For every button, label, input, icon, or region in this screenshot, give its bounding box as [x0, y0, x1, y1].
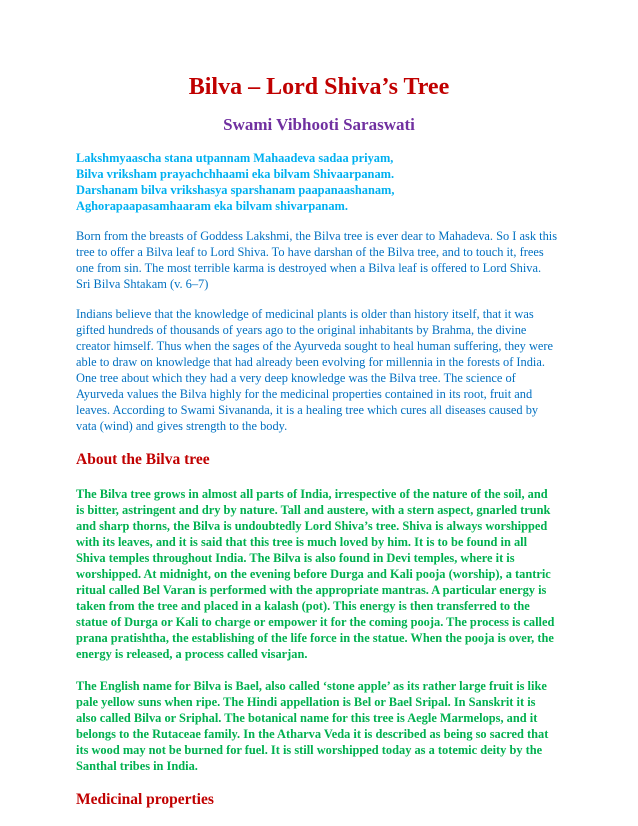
- verse-line: Darshanam bilva vrikshasya sparshanam paapanaashanam,: [76, 183, 395, 197]
- about-paragraph-1: [76, 486, 562, 662]
- about-line: pale yellow suns when ripe. The Hindi appellation is Bel or Bael Sripal. In Sanskrit it is: [76, 695, 536, 709]
- section-heading-about: About the Bilva tree: [76, 451, 210, 468]
- about-line: is bitter, astringent and dry by nature. Tall and austere, with a stern aspect, gnarled trunk: [76, 503, 551, 517]
- verse-line: Bilva vriksham prayachchhaami eka bilvam Shivaarpanam.: [76, 167, 395, 181]
- about-line: energy is released, a process called visarjan.: [76, 647, 308, 661]
- intro-line: Indians believe that the knowledge of medicinal plants is older than history itself, that it was: [76, 307, 534, 321]
- about-line: prana pratishtha, the establishing of the life force in the statue. When the pooja is over, the: [76, 631, 554, 645]
- intro-line: One tree about which they had a very deep knowledge was the Bilva tree. The science of: [76, 371, 516, 385]
- about-line: Shiva temples throughout India. The Bilva is also found in Devi temples, where it is: [76, 551, 515, 565]
- intro-line: Ayurveda values the Bilva highly for the medicinal properties contained in its root, fruit and: [76, 387, 533, 401]
- translation-line: tree to offer a Bilva leaf to Lord Shiva. To have darshan of the Bilva tree, and to touch it, frees: [76, 245, 544, 259]
- verse-translation: [76, 228, 562, 292]
- about-line: Santhal tribes in India.: [76, 759, 198, 773]
- verse-line: Aghorapaapasamhaaram eka bilvam shivarpanam.: [76, 199, 348, 213]
- about-line: statue of Durga or Kali to charge or empower it for the coming pooja. The process is called: [76, 615, 555, 629]
- about-line: taken from the tree and placed in a kalash (pot). This energy is then transferred to the: [76, 599, 530, 613]
- section-heading-medicinal: Medicinal properties: [76, 791, 214, 808]
- author-name: Swami Vibhooti Saraswati: [223, 115, 415, 134]
- about-line: ritual called Bel Varan is performed with the appropriate mantras. A particular energy is: [76, 583, 547, 597]
- about-line: and sharp thorns, the Bilva is undoubtedly Lord Shiva’s tree. Shiva is always worshipped: [76, 519, 548, 533]
- about-paragraph-2: [76, 678, 562, 774]
- verse-line: Lakshmyaascha stana utpannam Mahaadeva sadaa priyam,: [76, 151, 394, 165]
- about-line: belongs to the Rutaceae family. In the Atharva Veda it is described as being so sacred that: [76, 727, 549, 741]
- about-line: worshipped. At midnight, on the evening before Durga and Kali pooja (worship), a tantric: [76, 567, 551, 581]
- intro-line: vata (wind) and gives strength to the body.: [76, 419, 288, 433]
- intro-line: creator himself. Thus when the sages of the Ayurveda sought to heal human suffering, they were: [76, 339, 554, 353]
- intro-paragraph: [76, 306, 562, 434]
- sanskrit-verse: [76, 150, 562, 214]
- translation-line: Born from the breasts of Goddess Lakshmi, the Bilva tree is ever dear to Mahadeva. So I ask this: [76, 229, 558, 243]
- about-line: The Bilva tree grows in almost all parts of India, irrespective of the nature of the soil, and: [76, 487, 548, 501]
- about-line: its wood may not be burned for fuel. It is still worshipped today as a totemic deity by the: [76, 743, 543, 757]
- document-page: [76, 72, 562, 810]
- translation-line: Sri Bilva Shtakam (v. 6–7): [76, 277, 209, 291]
- translation-line: one from sin. The most terrible karma is destroyed when a Bilva leaf is offered to Lord Shiva.: [76, 261, 542, 275]
- about-line: also called Bilva or Sriphal. The botanical name for this tree is Aegle Marmelops, and it: [76, 711, 538, 725]
- document-title: Bilva – Lord Shiva’s Tree: [188, 74, 450, 100]
- about-line: The English name for Bilva is Bael, also called ‘stone apple’ as its rather large fruit is like: [76, 679, 547, 693]
- intro-line: able to draw on knowledge that had already been evolving for millennia in the forests of India.: [76, 355, 545, 369]
- intro-line: leaves. According to Swami Sivananda, it is a healing tree which cures all diseases caused by: [76, 403, 539, 417]
- intro-line: gifted hundreds of thousands of years ago to the original inhabitants by Brahma, the divine: [76, 323, 527, 337]
- about-line: with its leaves, and it is said that this tree is much loved by him. It is to be found in all: [76, 535, 528, 549]
